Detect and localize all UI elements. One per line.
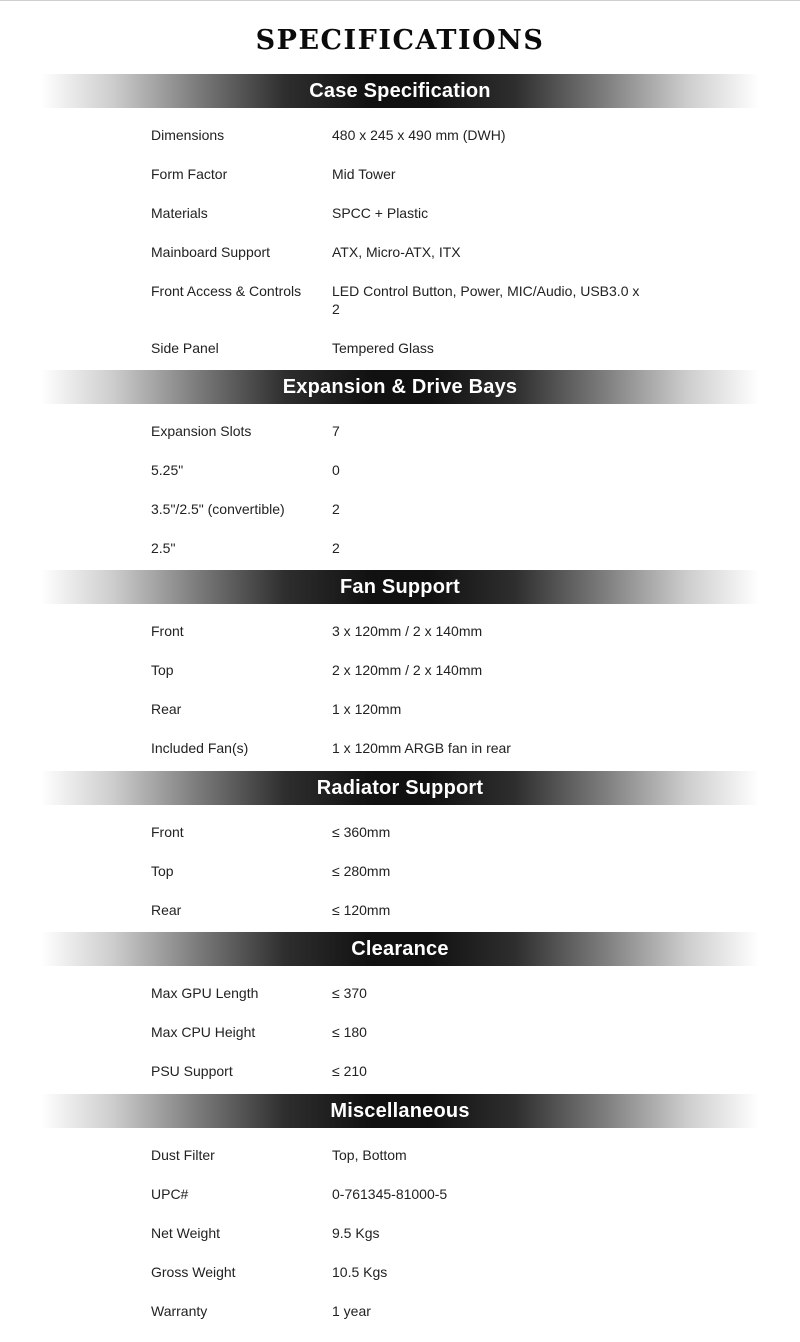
spec-row <box>0 1013 800 1052</box>
spec-row <box>0 974 800 1013</box>
spec-label: Dust Filter <box>151 1147 215 1163</box>
spec-label: Front Access & Controls <box>151 283 302 299</box>
spec-value: 0-761345-81000-5 <box>332 1186 448 1202</box>
spec-value: 9.5 Kgs <box>332 1225 380 1241</box>
spec-label: Form Factor <box>151 166 228 182</box>
section-radiator-support <box>0 771 800 930</box>
spec-row <box>0 233 800 272</box>
spec-label: Top <box>151 662 174 678</box>
spec-label: Expansion Slots <box>151 423 252 439</box>
spec-value: 7 <box>332 423 340 439</box>
spec-row <box>0 272 800 329</box>
spec-value: 2 <box>332 540 340 556</box>
spec-label: Net Weight <box>151 1225 220 1241</box>
section-header <box>41 932 759 966</box>
section-header <box>41 74 759 108</box>
spec-value: Top, Bottom <box>332 1147 407 1163</box>
spec-value: ≤ 360mm <box>332 824 391 840</box>
section-header <box>41 570 759 604</box>
spec-value: 2 <box>332 501 340 517</box>
spec-label: Side Panel <box>151 340 219 356</box>
section-miscellaneous <box>0 1094 800 1331</box>
spec-label: Front <box>151 623 184 639</box>
spec-value: SPCC + Plastic <box>332 205 429 221</box>
spec-value: 1 year <box>332 1303 371 1319</box>
spec-value: LED Control Button, Power, MIC/Audio, USB3.0 x 2 <box>332 283 640 317</box>
spec-label: UPC# <box>151 1186 189 1202</box>
spec-row <box>0 529 800 568</box>
section-title: Fan Support <box>340 576 460 598</box>
spec-row <box>0 651 800 690</box>
spec-row <box>0 813 800 852</box>
spec-row <box>0 412 800 451</box>
spec-row <box>0 1292 800 1331</box>
section-title: Case Specification <box>309 80 491 102</box>
section-case-specification <box>0 74 800 368</box>
spec-list <box>0 813 800 930</box>
spec-value: 2 x 120mm / 2 x 140mm <box>332 662 483 678</box>
spec-value: ATX, Micro-ATX, ITX <box>332 244 461 260</box>
spec-list <box>0 1136 800 1331</box>
spec-label: Included Fan(s) <box>151 740 249 756</box>
spec-label: Mainboard Support <box>151 244 271 260</box>
spec-list <box>0 974 800 1091</box>
spec-label: Warranty <box>151 1303 208 1319</box>
spec-row <box>0 852 800 891</box>
spec-value: 0 <box>332 462 340 478</box>
spec-row <box>0 612 800 651</box>
spec-row <box>0 729 800 768</box>
spec-label: Top <box>151 863 174 879</box>
spec-list <box>0 612 800 768</box>
spec-label: Materials <box>151 205 208 221</box>
spec-row <box>0 329 800 368</box>
spec-label: 3.5"/2.5" (convertible) <box>151 501 285 517</box>
section-fan-support <box>0 570 800 768</box>
spec-row <box>0 1052 800 1091</box>
spec-label: Max CPU Height <box>151 1024 256 1040</box>
spec-row <box>0 116 800 155</box>
spec-value: ≤ 180 <box>332 1024 367 1040</box>
spec-row <box>0 1175 800 1214</box>
spec-list <box>0 412 800 568</box>
spec-label: Dimensions <box>151 127 225 143</box>
spec-label: Gross Weight <box>151 1264 236 1280</box>
spec-row <box>0 690 800 729</box>
spec-row <box>0 1136 800 1175</box>
spec-value: ≤ 210 <box>332 1063 367 1079</box>
spec-label: 5.25" <box>151 462 184 478</box>
spec-value: Mid Tower <box>332 166 396 182</box>
spec-label: Rear <box>151 902 182 918</box>
spec-label: 2.5" <box>151 540 176 556</box>
spec-row <box>0 155 800 194</box>
spec-row <box>0 1214 800 1253</box>
section-header <box>41 771 759 805</box>
spec-value: 1 x 120mm <box>332 701 402 717</box>
spec-label: PSU Support <box>151 1063 233 1079</box>
section-clearance <box>0 932 800 1091</box>
spec-value: Tempered Glass <box>332 340 434 356</box>
spec-row <box>0 451 800 490</box>
section-header <box>41 370 759 404</box>
section-expansion-drive-bays <box>0 370 800 568</box>
spec-label: Max GPU Length <box>151 985 259 1001</box>
spec-value: ≤ 280mm <box>332 863 391 879</box>
page-title: SPECIFICATIONS <box>255 25 545 56</box>
spec-value: 480 x 245 x 490 mm (DWH) <box>332 127 506 143</box>
section-title: Clearance <box>351 938 449 960</box>
spec-value: ≤ 370 <box>332 985 367 1001</box>
section-header <box>41 1094 759 1128</box>
spec-row <box>0 490 800 529</box>
spec-value: ≤ 120mm <box>332 902 391 918</box>
section-title: Radiator Support <box>316 777 484 799</box>
spec-value: 10.5 Kgs <box>332 1264 388 1280</box>
spec-row <box>0 1253 800 1292</box>
spec-row <box>0 194 800 233</box>
spec-value: 1 x 120mm ARGB fan in rear <box>332 740 511 756</box>
top-divider <box>0 0 800 1</box>
section-title: Expansion & Drive Bays <box>282 376 518 398</box>
spec-label: Front <box>151 824 184 840</box>
spec-value: 3 x 120mm / 2 x 140mm <box>332 623 483 639</box>
spec-row <box>0 891 800 930</box>
spec-label: Rear <box>151 701 182 717</box>
spec-list <box>0 116 800 368</box>
section-title: Miscellaneous <box>330 1100 470 1122</box>
